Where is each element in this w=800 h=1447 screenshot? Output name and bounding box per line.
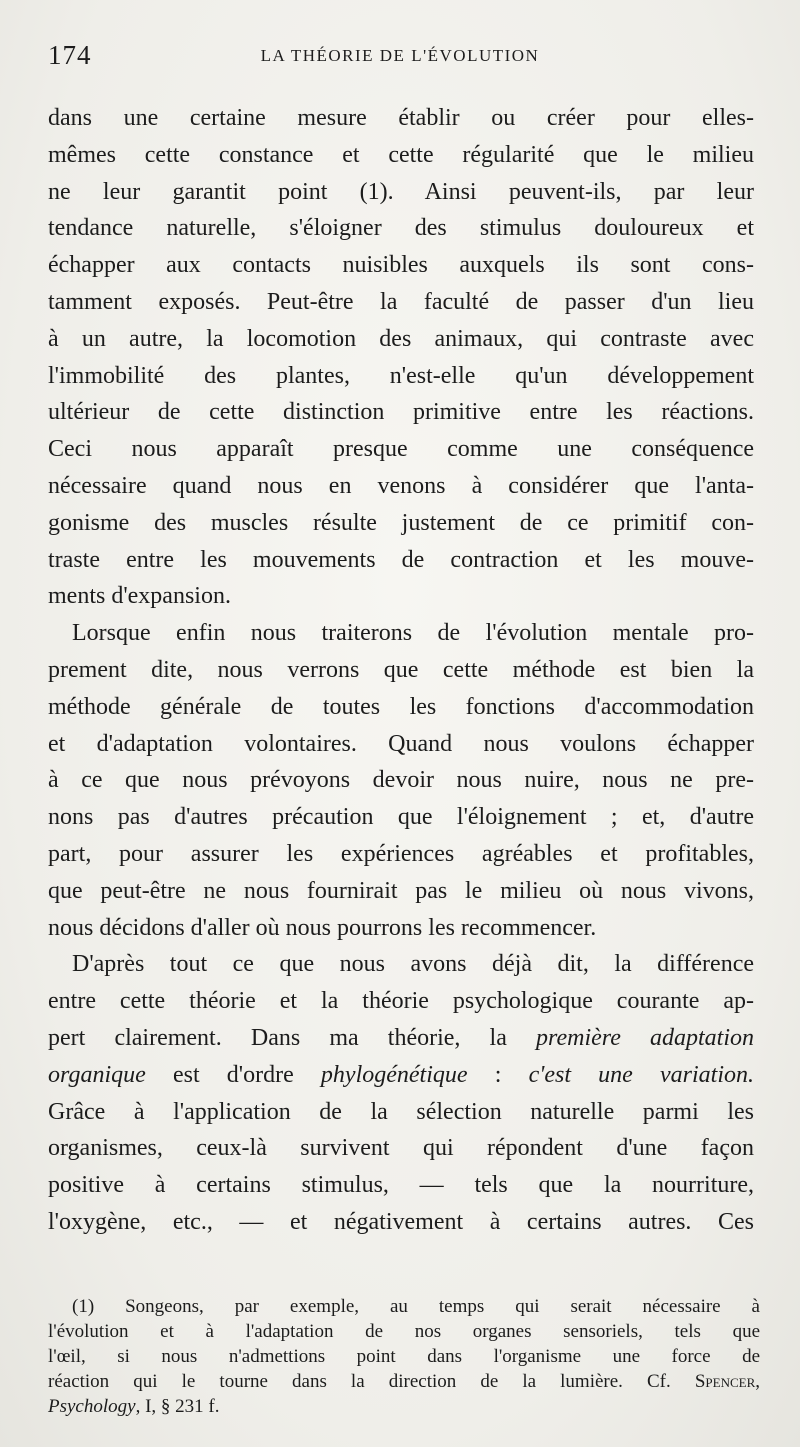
text-line: l'oxygène, etc., — et négativement à certains autres. Ces <box>48 1208 754 1235</box>
text-line <box>48 1057 754 1094</box>
text-line: l'immobilité des plantes, n'est-elle qu'un développement <box>48 362 754 389</box>
text-line: entre cette théorie et la théorie psychologique courante ap- <box>48 988 754 1015</box>
footnote-line <box>48 1394 760 1419</box>
footnote-line: l'œil, si nous n'admettions point dans l'organisme une force de <box>48 1346 760 1367</box>
footnote-line: (1) Songeons, par exemple, au temps qui serait nécessaire à <box>72 1296 760 1317</box>
italic-phrase: phylogénétique <box>320 1061 468 1088</box>
text-line: Grâce à l'application de la sélection naturelle parmi les <box>48 1098 754 1125</box>
text-line: dans une certaine mesure établir ou créer pour elles- <box>48 105 754 131</box>
page-header <box>48 38 752 78</box>
author-name: Spencer, <box>694 1371 760 1392</box>
text-line: nécessaire quand nous en venons à considérer que l'anta- <box>48 472 754 499</box>
text-line: gonisme des muscles résulte justement de ce primitif con- <box>48 509 754 536</box>
text-segment: réaction qui le tourne dans la direction de la lumière. Cf. <box>48 1371 695 1392</box>
text-segment: est d'ordre <box>145 1061 321 1088</box>
italic-phrase: première adaptation <box>536 1024 755 1051</box>
text-line: nons pas d'autres précaution que l'éloignement ; et, d'autre <box>48 804 754 831</box>
text-line: que peut-être ne nous fournirait pas le milieu où nous vivons, <box>48 877 754 904</box>
text-line: Ceci nous apparaît presque comme une conséquence <box>48 436 754 463</box>
running-title: LA THÉORIE DE L'ÉVOLUTION <box>260 46 540 65</box>
text-line: organismes, ceux-là survivent qui répondent d'une façon <box>48 1135 754 1162</box>
footnote <box>48 1294 760 1419</box>
italic-phrase: organique <box>48 1061 146 1088</box>
text-line: positive à certains stimulus, — tels que la nourriture, <box>48 1172 754 1199</box>
text-line: méthode générale de toutes les fonctions d'accommodation <box>48 693 754 720</box>
book-title: Psychology <box>48 1396 136 1417</box>
text-line: tendance naturelle, s'éloigner des stimulus douloureux et <box>48 215 754 242</box>
text-line: à un autre, la locomotion des animaux, qui contraste avec <box>48 325 754 352</box>
paragraph-start-line: Lorsque enfin nous traiterons de l'évolution mentale pro- <box>72 620 754 647</box>
text-line: nous décidons d'aller où nous pourrons les recommencer. <box>48 914 597 941</box>
text-line: traste entre les mouvements de contraction et les mouve- <box>48 546 754 573</box>
text-line: ne leur garantit point (1). Ainsi peuvent-ils, par leur <box>48 178 754 205</box>
footnote-line <box>48 1369 760 1394</box>
text-line: mêmes cette constance et cette régularité que le milieu <box>48 141 754 168</box>
text-line: ments d'expansion. <box>48 583 231 610</box>
paragraph-start-line: D'après tout ce que nous avons déjà dit, la différence <box>72 951 754 978</box>
italic-phrase: c'est une variation. <box>528 1061 754 1088</box>
text-line: ultérieur de cette distinction primitive entre les réactions. <box>48 399 754 426</box>
text-segment: : <box>467 1061 529 1088</box>
text-line: à ce que nous prévoyons devoir nous nuire, nous ne pre- <box>48 767 754 794</box>
text-segment: pert clairement. Dans ma théorie, la <box>48 1024 537 1051</box>
text-segment: , I, § 231 f. <box>135 1396 220 1417</box>
text-line: part, pour assurer les expériences agréables et profitables, <box>48 840 754 867</box>
page-number: 174 <box>48 40 92 70</box>
main-text <box>48 100 754 1241</box>
text-line: et d'adaptation volontaires. Quand nous voulons échapper <box>48 730 754 757</box>
text-line: tamment exposés. Peut-être la faculté de passer d'un lieu <box>48 288 754 315</box>
text-line <box>48 1020 754 1057</box>
text-line: prement dite, nous verrons que cette méthode est bien la <box>48 656 754 683</box>
text-line: échapper aux contacts nuisibles auxquels ils sont cons- <box>48 252 754 279</box>
footnote-line: l'évolution et à l'adaptation de nos organes sensoriels, tels que <box>48 1321 760 1342</box>
